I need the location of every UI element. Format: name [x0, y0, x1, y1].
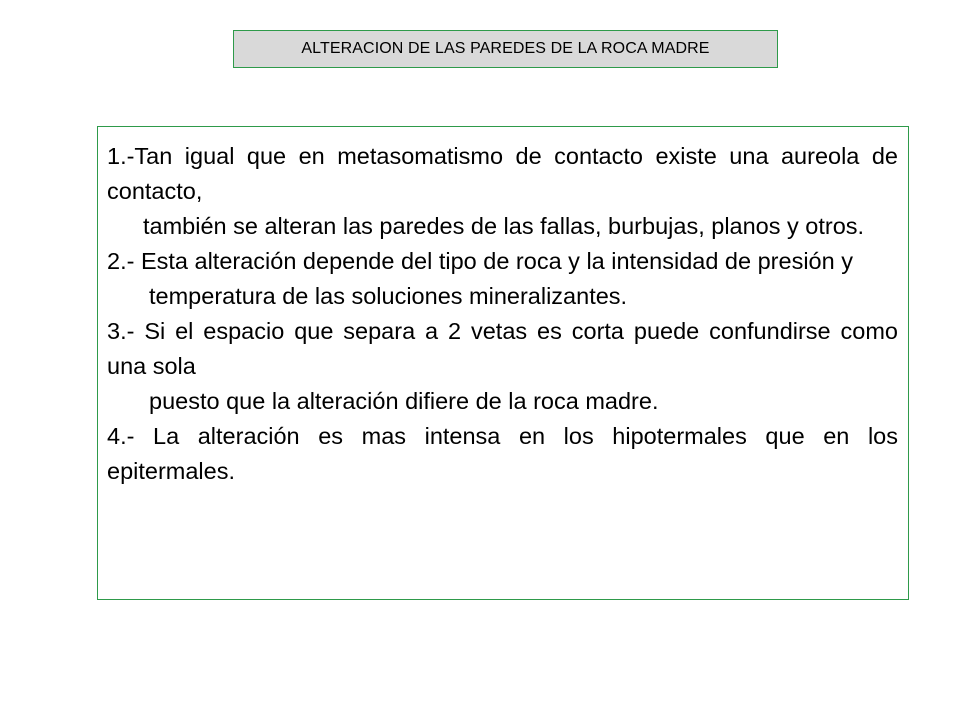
paragraph-2: 2.- Esta alteración depende del tipo de roca y la intensidad de presión y — [107, 248, 853, 274]
paragraph-4: 4.- La alteración es mas intensa en los hipotermales que en los epitermales. — [107, 423, 898, 484]
paragraph-1: 1.-Tan igual que en metasomatismo de contacto existe una aureola de contacto, — [107, 143, 898, 204]
slide-title-box — [233, 30, 778, 68]
slide-title: ALTERACION DE LAS PAREDES DE LA ROCA MADRE — [301, 40, 710, 57]
paragraph-3: 3.- Si el espacio que separa a 2 vetas es corta puede confundirse como una sola — [107, 318, 898, 379]
paragraph-2-continued: temperatura de las soluciones mineralizantes. — [149, 283, 628, 309]
paragraph-3-continued: puesto que la alteración difiere de la roca madre. — [149, 388, 659, 414]
paragraph-1-continued: también se alteran las paredes de las fallas, burbujas, planos y otros. — [143, 213, 865, 239]
content-box — [97, 126, 909, 600]
